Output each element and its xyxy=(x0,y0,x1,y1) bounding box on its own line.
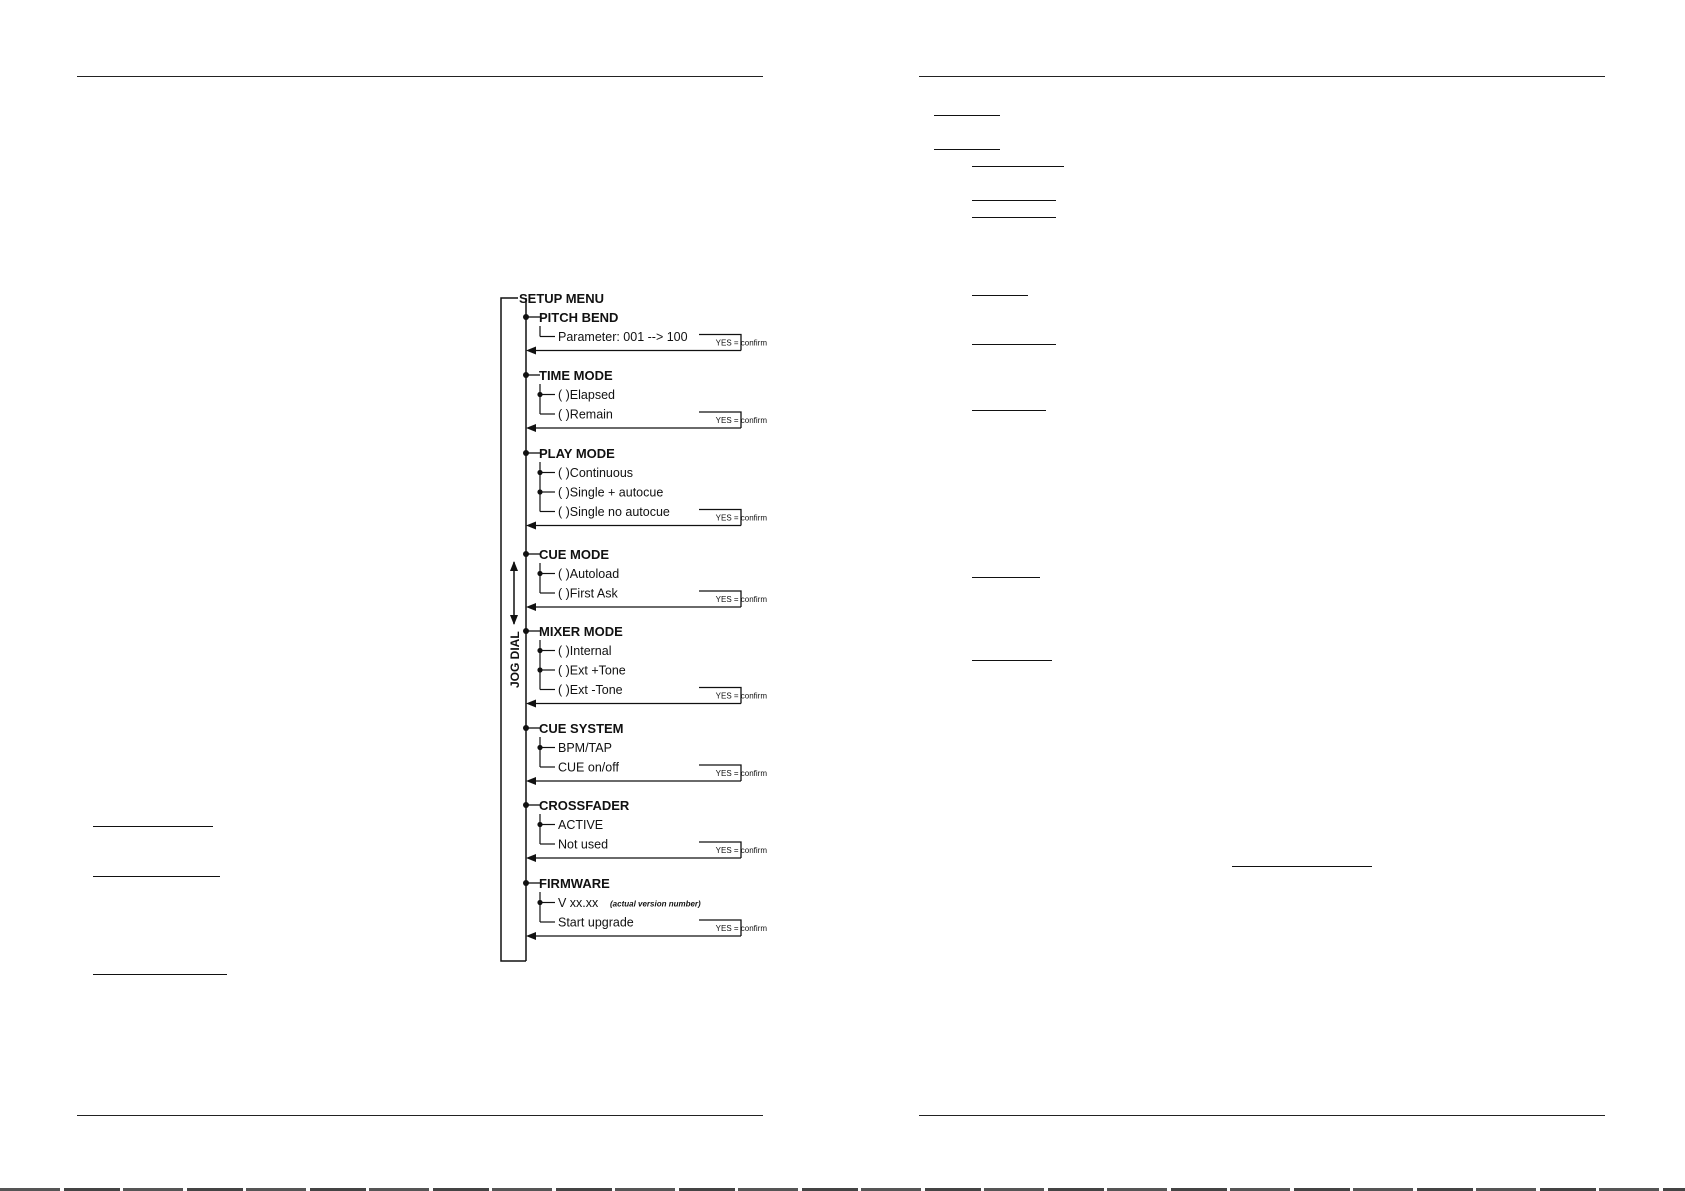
confirm-label: YES = confirm xyxy=(715,595,767,604)
return-arrow-head xyxy=(526,700,536,708)
section-label: CUE MODE xyxy=(539,547,610,562)
version-note: (actual version number) xyxy=(610,899,701,909)
return-arrow-head xyxy=(526,603,536,611)
menu-section-cue-mode xyxy=(523,547,767,611)
option-label: BPM/TAP xyxy=(558,741,612,755)
menu-title: SETUP MENU xyxy=(519,291,604,306)
menu-section-cue-system xyxy=(523,721,767,785)
menu-section-firmware xyxy=(523,876,767,940)
option-label: ( )Elapsed xyxy=(558,388,615,402)
return-arrow-head xyxy=(526,522,536,530)
option-label: V xx.xx xyxy=(558,896,599,910)
option-label: ( )Single + autocue xyxy=(558,485,664,500)
confirm-label: YES = confirm xyxy=(715,924,767,933)
confirm-label: YES = confirm xyxy=(715,691,767,701)
section-label: PLAY MODE xyxy=(539,446,615,461)
section-label: PITCH BEND xyxy=(539,310,619,325)
jog-dial-arrow-up-head xyxy=(510,561,518,571)
option-label: ( )Remain xyxy=(558,407,613,422)
option-label: ( )First Ask xyxy=(558,586,618,601)
confirm-label: YES = confirm xyxy=(715,338,767,348)
return-arrow-head xyxy=(526,854,536,862)
menu-section-mixer-mode xyxy=(523,624,767,708)
menu-section-crossfader xyxy=(523,798,767,862)
option-label: ( )Internal xyxy=(558,644,612,658)
option-label: ( )Ext -Tone xyxy=(558,683,623,697)
menu-section-play-mode xyxy=(523,446,767,530)
confirm-label: YES = confirm xyxy=(715,416,767,425)
section-label: CUE SYSTEM xyxy=(539,721,624,736)
option-label: ( )Autoload xyxy=(558,567,620,581)
section-label: MIXER MODE xyxy=(539,624,623,639)
confirm-label: YES = confirm xyxy=(715,513,767,523)
confirm-label: YES = confirm xyxy=(715,846,767,855)
jog-dial-arrow-down-head xyxy=(510,615,518,625)
option-label: ACTIVE xyxy=(558,818,604,832)
menu-section-pitch-bend xyxy=(523,310,767,355)
section-label: TIME MODE xyxy=(539,368,613,383)
confirm-label: YES = confirm xyxy=(715,769,767,778)
section-label: CROSSFADER xyxy=(539,798,630,813)
option-label: Start upgrade xyxy=(558,915,634,930)
option-label: ( )Single no autocue xyxy=(558,505,670,519)
option-label: CUE on/off xyxy=(558,760,619,775)
option-label: ( )Continuous xyxy=(558,466,634,480)
menu-outer-frame xyxy=(501,298,526,961)
return-arrow-head xyxy=(526,932,536,940)
return-arrow-head xyxy=(526,777,536,785)
menu-section-time-mode xyxy=(523,368,767,432)
option-label: Parameter: 001 --> 100 xyxy=(558,330,688,344)
section-label: FIRMWARE xyxy=(539,876,610,891)
return-arrow-head xyxy=(526,424,536,432)
jog-dial-label: JOG DIAL xyxy=(508,631,522,688)
option-label: Not used xyxy=(558,837,609,852)
option-label: ( )Ext +Tone xyxy=(558,663,626,678)
return-arrow-head xyxy=(526,347,536,355)
